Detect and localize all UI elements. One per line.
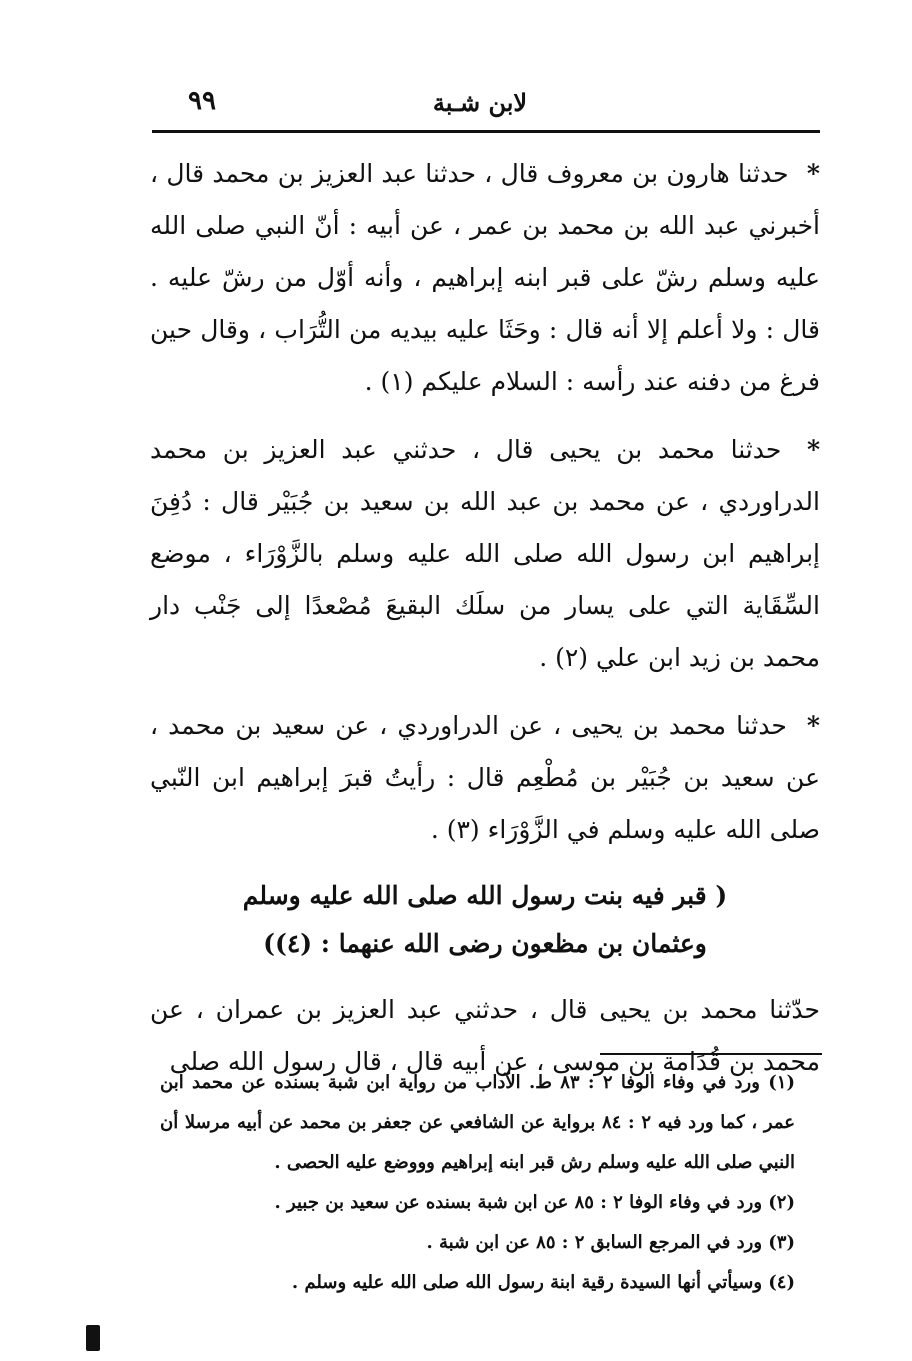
bullet-marker: * [806,435,821,464]
footnotes [160,1063,815,1303]
header-rule [152,130,820,133]
section-heading [150,872,820,968]
bullet-marker: * [806,711,820,740]
hadith-paragraph-4: حدّثنا محمد بن يحيى قال ، حدثني عبد العزيز بن عمران ، عن محمد بن قُدَامة بن موسى ، عن أبيه قال ، قال رسول الله صلى [150,995,820,1076]
hadith-paragraph-1 [150,148,820,408]
paragraph-text: حدثنا محمد بن يحيى قال ، حدثني عبد العزيز بن محمد الدراوردي ، عن محمد بن عبد الله بن سعيد بن جُبَيْر قال : دُفِنَ إبراهيم ابن رسول الله صلى الله عليه وسلم بالزَّوْرَاء ، موضع السِّقَاية التي على يسار من سلَك البقيعَ مُصْعدًا إلى جَنْب دار محمد بن زيد ابن علي (٢) . [150,435,820,672]
footnote-2: (٢) ورد في وفاء الوفا ٢ : ٨٥ عن ابن شبة بسنده عن سعيد بن جبير . [274,1192,795,1213]
page-number: ٩٩ [188,86,216,116]
bullet-marker: * [806,159,820,188]
main-text [150,148,820,1104]
hadith-paragraph-2 [150,424,820,684]
footnote-1: (١) ورد في وفاء الوفا ٢ : ٨٣ ط. الآداب من رواية ابن شبة بسنده عن محمد ابن عمر ، كما ورد فيه ٢ : ٨٤ برواية عن الشافعي عن جعفر بن محمد عن أبيه مرسلا أن النبي صلى الله عليه وسلم رش قبر ابنه إبراهيم وووضع عليه الحصى . [160,1072,795,1173]
footnote-rule [600,1053,822,1055]
footnote-3: (٣) ورد في المرجع السابق ٢ : ٨٥ عن ابن شبة . [426,1232,795,1253]
scan-mark [86,1325,100,1351]
section-heading-line-1: ( قبر فيه بنت رسول الله صلى الله عليه وسلم [242,881,728,910]
running-title: لابن شـبة [432,88,528,117]
paragraph-text: حدثنا هارون بن معروف قال ، حدثنا عبد العزيز بن محمد قال ، أخبرني عبد الله بن محمد بن عمر ، عن أبيه : أنّ النبي صلى الله عليه وسلم رشّ على قبر ابنه إبراهيم ، وأنه أوّل من رشّ عليه . قال : ولا أعلم إلا أنه قال : وحَثَا عليه بيديه من التُّرَاب ، وقال حين فرغ من دفنه عند رأسه : السلام عليكم (١) . [150,159,820,396]
paragraph-text: حدثنا محمد بن يحيى ، عن الدراوردي ، عن سعيد بن محمد ، عن سعيد بن جُبَيْر بن مُطْعِم قال : رأيتُ قبرَ إبراهيم ابن النّبي صلى الله عليه وسلم في الزَّوْرَاء (٣) . [150,711,820,844]
footnote-4: (٤) وسيأتي أنها السيدة رقية ابنة رسول الله صلى الله عليه وسلم . [291,1272,795,1293]
hadith-paragraph-3 [150,700,820,856]
section-heading-line-2: وعثمان بن مظعون رضى الله عنهما : (٤)) [263,929,707,958]
